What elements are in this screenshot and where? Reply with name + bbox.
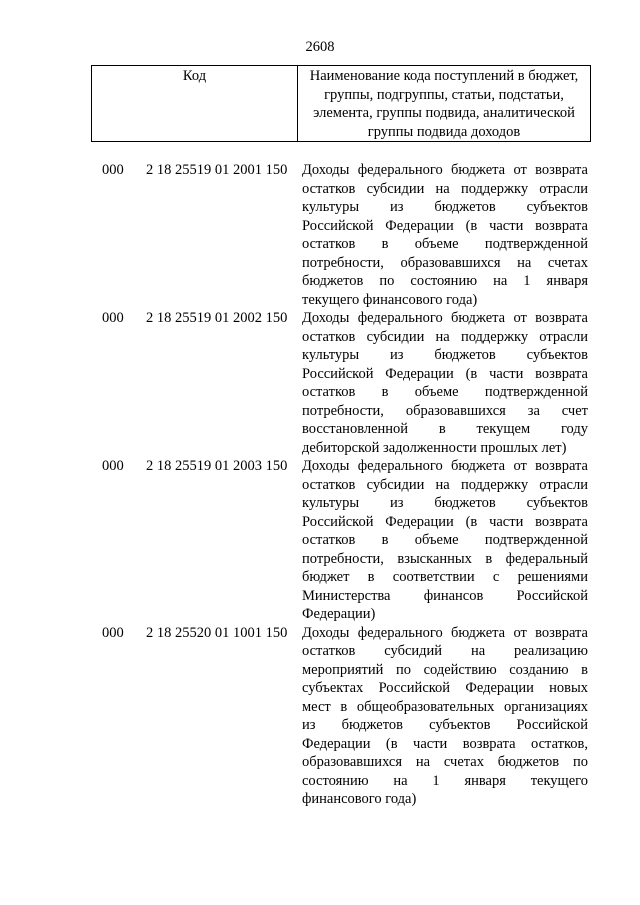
description-line: Доходы федерального бюджета от возврата xyxy=(302,624,588,641)
description-line: образовавшихся на счетах бюджетов по xyxy=(302,754,588,770)
description-line: из бюджетов субъектов Российской xyxy=(302,717,588,733)
description-line: культуры из бюджетов субъектов xyxy=(302,199,588,215)
description-line: остатков субсидии на поддержку отрасли xyxy=(302,328,588,345)
description-line: бюджет в соответствии с решениями xyxy=(302,569,588,585)
description-line: Федерации (в части возврата остатков, xyxy=(302,735,588,752)
revenue-code: 2 18 25519 01 2002 150 xyxy=(146,310,288,326)
description-line: Доходы федерального бюджета от возврата xyxy=(302,458,588,474)
description-line: дебиторской задолженности прошлых лет) xyxy=(302,439,567,456)
description-line: бюджетов по состоянию на 1 января xyxy=(302,273,588,289)
admin-code: 000 xyxy=(102,624,124,641)
description-line: мероприятий по содействию созданию в xyxy=(302,661,588,678)
header-code-column: Код xyxy=(92,66,298,141)
description-line: остатков субсидии на поддержку отрасли xyxy=(302,180,588,197)
revenue-code: 2 18 25519 01 2001 150 xyxy=(146,162,288,178)
page-number: 2608 xyxy=(305,39,335,55)
revenue-code: 2 18 25520 01 1001 150 xyxy=(146,624,288,641)
description-line: остатков в объеме подтвержденной xyxy=(302,384,588,400)
description-line: субъектах Российской Федерации новых xyxy=(302,680,588,696)
admin-code: 000 xyxy=(102,458,124,474)
description-line: культуры из бюджетов субъектов xyxy=(302,495,588,511)
description-line: мест в общеобразовательных организациях xyxy=(302,698,588,715)
description-line: потребности, взысканных в федеральный xyxy=(302,550,588,567)
revenue-description xyxy=(302,309,588,457)
description-line: потребности, образовавшихся за счет xyxy=(302,402,588,419)
admin-code: 000 xyxy=(102,310,124,326)
description-line: Доходы федерального бюджета от возврата xyxy=(302,310,588,326)
revenue-description xyxy=(302,457,588,624)
description-line: остатков в объеме подтвержденной xyxy=(302,236,588,252)
description-line: восстановленной в текущем году xyxy=(302,421,588,437)
description-line: Министерства финансов Российской xyxy=(302,587,588,604)
revenue-code: 2 18 25519 01 2003 150 xyxy=(146,458,288,474)
description-line: культуры из бюджетов субъектов xyxy=(302,347,588,363)
description-line: Российской Федерации (в части возврата xyxy=(302,365,588,382)
description-line: Российской Федерации (в части возврата xyxy=(302,217,588,234)
revenue-description xyxy=(302,161,588,309)
description-line: состоянию на 1 января текущего xyxy=(302,772,588,789)
description-line: потребности, образовавшихся на счетах xyxy=(302,254,588,271)
header-name-column: Наименование кода поступлений в бюджет, группы, подгруппы, статьи, подстатьи, элемента, группы подвида, аналитической группы подвида доходов xyxy=(309,68,579,140)
admin-code: 000 xyxy=(102,162,124,178)
description-line: остатков субсидии на поддержку отрасли xyxy=(302,476,588,493)
table-header xyxy=(91,65,591,142)
description-line: остатков субсидий на реализацию xyxy=(302,643,588,659)
revenue-description xyxy=(302,624,588,809)
description-line: текущего финансового года) xyxy=(302,291,478,308)
description-line: остатков в объеме подтвержденной xyxy=(302,532,588,548)
description-line: финансового года) xyxy=(302,791,417,807)
description-line: Российской Федерации (в части возврата xyxy=(302,513,588,530)
description-line: Федерации) xyxy=(302,606,376,622)
description-line: Доходы федерального бюджета от возврата xyxy=(302,162,588,178)
